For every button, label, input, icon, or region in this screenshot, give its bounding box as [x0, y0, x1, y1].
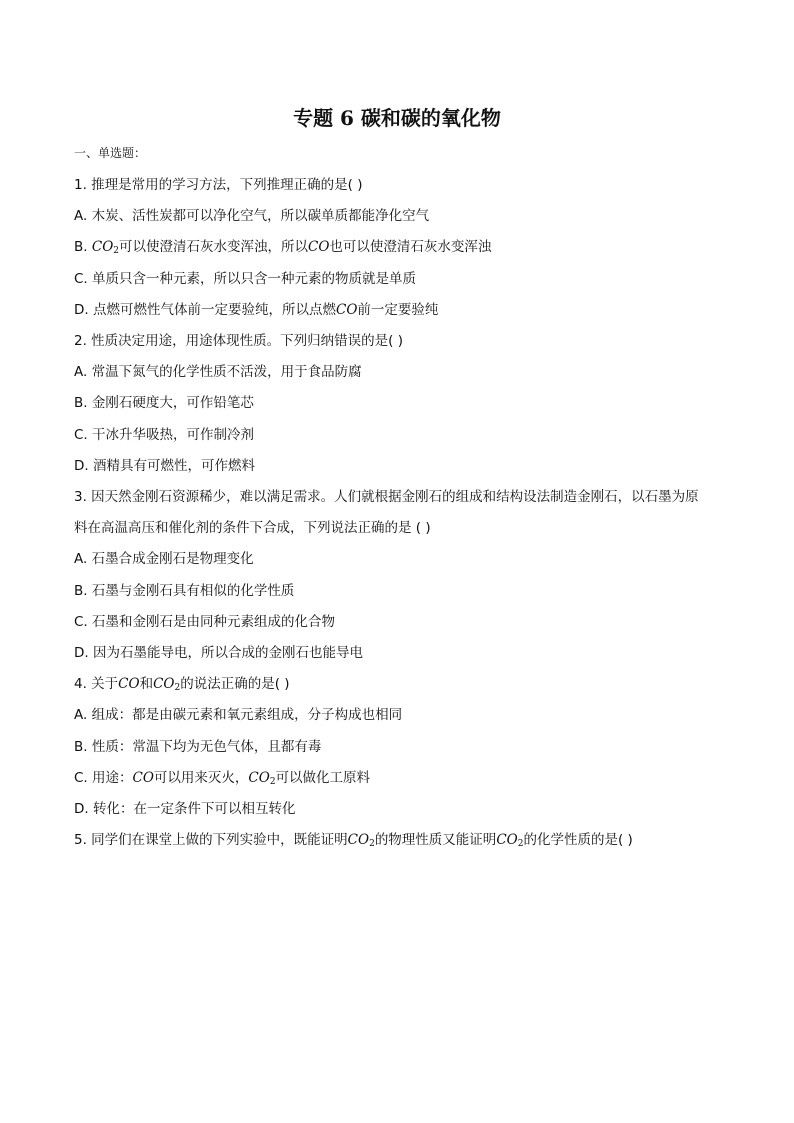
question-3-stem: 料在高温高压和催化剂的条件下合成，下列说法正确的是 ( )	[74, 520, 431, 537]
question-1-option-b: B. $CO_2$可以使澄清石灰水变浑浊，所以CO也可以使澄清石灰水变浑浊	[74, 239, 492, 257]
question-3-stem: 3. 因天然金刚石资源稀少，难以满足需求。人们就根据金刚石的组成和结构设法制造金刚石，以石墨为原	[74, 489, 699, 505]
formula: CO	[335, 301, 358, 318]
page-title: 专题 6 碳和碳的氧化物	[293, 106, 501, 130]
question-2-option-d: D. 酒精具有可燃性，可作燃料	[74, 457, 255, 474]
question-4-option-d: D. 转化：在一定条件下可以相互转化	[74, 801, 296, 817]
question-4-option-b: B. 性质：常温下均为无色气体，且都有毒	[74, 738, 322, 755]
question-5-stem: 5. 同学们在课堂上做的下列实验中，既能证明$CO_2$的物理性质又能证明$CO_2$的化学性质的是( )	[74, 832, 633, 850]
question-3-option-d: D. 因为石墨能导电，所以合成的金刚石也能导电	[74, 645, 363, 661]
question-2-stem: 2. 性质决定用途，用途体现性质。下列归纳错误的是( )	[74, 333, 403, 349]
question-3-option-b: B. 石墨与金刚石具有相似的化学性质	[74, 582, 295, 599]
formula: $CO_2$	[153, 676, 181, 694]
formula: CO	[118, 676, 140, 693]
formula: $CO_2$	[496, 832, 524, 850]
question-1-option-c: C. 单质只含一种元素，所以只含一种元素的物质就是单质	[74, 270, 417, 287]
question-4-option-c: C. 用途：CO可以用来灭火，$CO_2$可以做化工原料	[74, 769, 371, 787]
formula: $CO_2$	[347, 832, 375, 850]
formula: $CO_2$	[91, 239, 119, 257]
question-1-option-a: A. 木炭、活性炭都可以净化空气，所以碳单质都能净化空气	[74, 208, 430, 225]
question-3-option-a: A. 石墨合成金刚石是物理变化	[74, 551, 254, 568]
formula: CO	[308, 239, 330, 256]
question-2-option-c: C. 干冰升华吸热，可作制冷剂	[74, 426, 255, 443]
formula: CO	[132, 769, 154, 786]
section-heading: 一、单选题：	[74, 146, 147, 160]
question-4-option-a: A. 组成：都是由碳元素和氧元素组成，分子构成也相同	[74, 707, 403, 724]
question-1-stem: 1. 推理是常用的学习方法，下列推理正确的是( )	[74, 177, 363, 193]
question-2-option-b: B. 金刚石硬度大，可作铅笔芯	[74, 395, 254, 412]
question-4-stem: 4. 关于CO和$CO_2$的说法正确的是( )	[74, 676, 290, 694]
question-1-option-d: D. 点燃可燃性气体前一定要验纯，所以点燃CO前一定要验纯	[74, 301, 439, 318]
question-3-option-c: C. 石墨和金刚石是由同种元素组成的化合物	[74, 613, 336, 630]
question-2-option-a: A. 常温下氮气的化学性质不活泼，用于食品防腐	[74, 364, 362, 381]
formula: $CO_2$	[248, 769, 276, 787]
